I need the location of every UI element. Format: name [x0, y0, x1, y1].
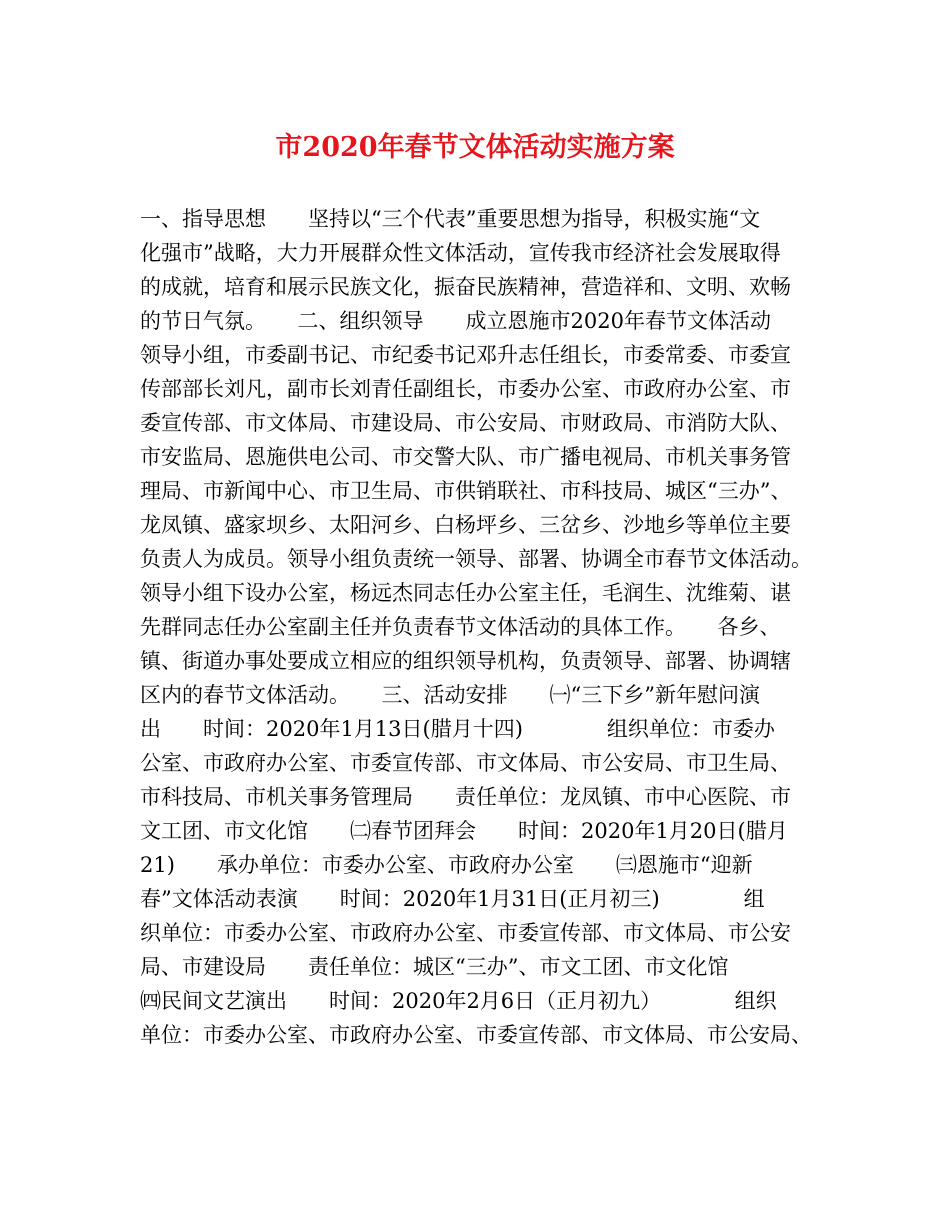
body-line: 一、指导思想 坚持以“三个代表”重要思想为指导，积极实施“文 — [140, 207, 761, 231]
body-line: 21) 承办单位：市委办公室、市政府办公室 ㈢恩施市“迎新 — [140, 853, 753, 877]
body-line: 化强市”战略，大力开展群众性文体活动，宣传我市经济社会发展取得 — [140, 241, 781, 265]
body-line: 领导小组下设办公室，杨远杰同志任办公室主任，毛润生、沈维菊、谌 — [140, 581, 791, 605]
body-line: 公室、市政府办公室、市委宣传部、市文体局、市公安局、市卫生局、 — [140, 751, 791, 775]
body-line: 镇、街道办事处要成立相应的组织领导机构，负责领导、部署、协调辖 — [140, 649, 791, 673]
body-line: 文工团、市文化馆 ㈡春节团拜会 时间：2020年1月20日(腊月 — [140, 819, 788, 843]
body-line: 龙凤镇、盛家坝乡、太阳河乡、白杨坪乡、三岔乡、沙地乡等单位主要 — [140, 513, 791, 537]
body-line: 负责人为成员。领导小组负责统一领导、部署、协调全市春节文体活动。 — [140, 547, 812, 571]
body-line: 传部部长刘凡，副市长刘青任副组长，市委办公室、市政府办公室、市 — [140, 377, 791, 401]
document-body — [140, 202, 825, 1052]
document-title: 市2020年春节文体活动实施方案 — [275, 132, 675, 163]
body-line: 市安监局、恩施供电公司、市交警大队、市广播电视局、市机关事务管 — [140, 445, 791, 469]
body-line: 先群同志任办公室副主任并负责春节文体活动的具体工作。 各乡、 — [140, 615, 781, 639]
body-line: 的成就，培育和展示民族文化，振奋民族精神，营造祥和、文明、欢畅 — [140, 275, 791, 299]
body-line: 领导小组，市委副书记、市纪委书记邓升志任组长，市委常委、市委宣 — [140, 343, 791, 367]
body-line: 织单位：市委办公室、市政府办公室、市委宣传部、市文体局、市公安 — [140, 921, 791, 945]
body-line: 理局、市新闻中心、市卫生局、市供销联社、市科技局、城区“三办”、 — [140, 479, 792, 503]
body-line: 出 时间：2020年1月13日(腊月十四) 组织单位：市委办 — [140, 717, 775, 741]
body-line: 局、市建设局 责任单位：城区“三办”、市文工团、市文化馆 — [140, 955, 729, 979]
body-line: 单位：市委办公室、市政府办公室、市委宣传部、市文体局、市公安局、 — [140, 1023, 812, 1047]
body-line: 的节日气氛。 二、组织领导 成立恩施市2020年春节文体活动 — [140, 309, 771, 333]
body-line: 区内的春节文体活动。 三、活动安排 ㈠“三下乡”新年慰问演 — [140, 683, 760, 707]
body-line: 委宣传部、市文体局、市建设局、市公安局、市财政局、市消防大队、 — [140, 411, 791, 435]
body-line: ㈣民间文艺演出 时间：2020年2月6日（正月初九） 组织 — [140, 989, 777, 1013]
body-line: 市科技局、市机关事务管理局 责任单位：龙凤镇、市中心医院、市 — [140, 785, 791, 809]
body-line: 春”文体活动表演 时间：2020年1月31日(正月初三) 组 — [140, 887, 765, 911]
